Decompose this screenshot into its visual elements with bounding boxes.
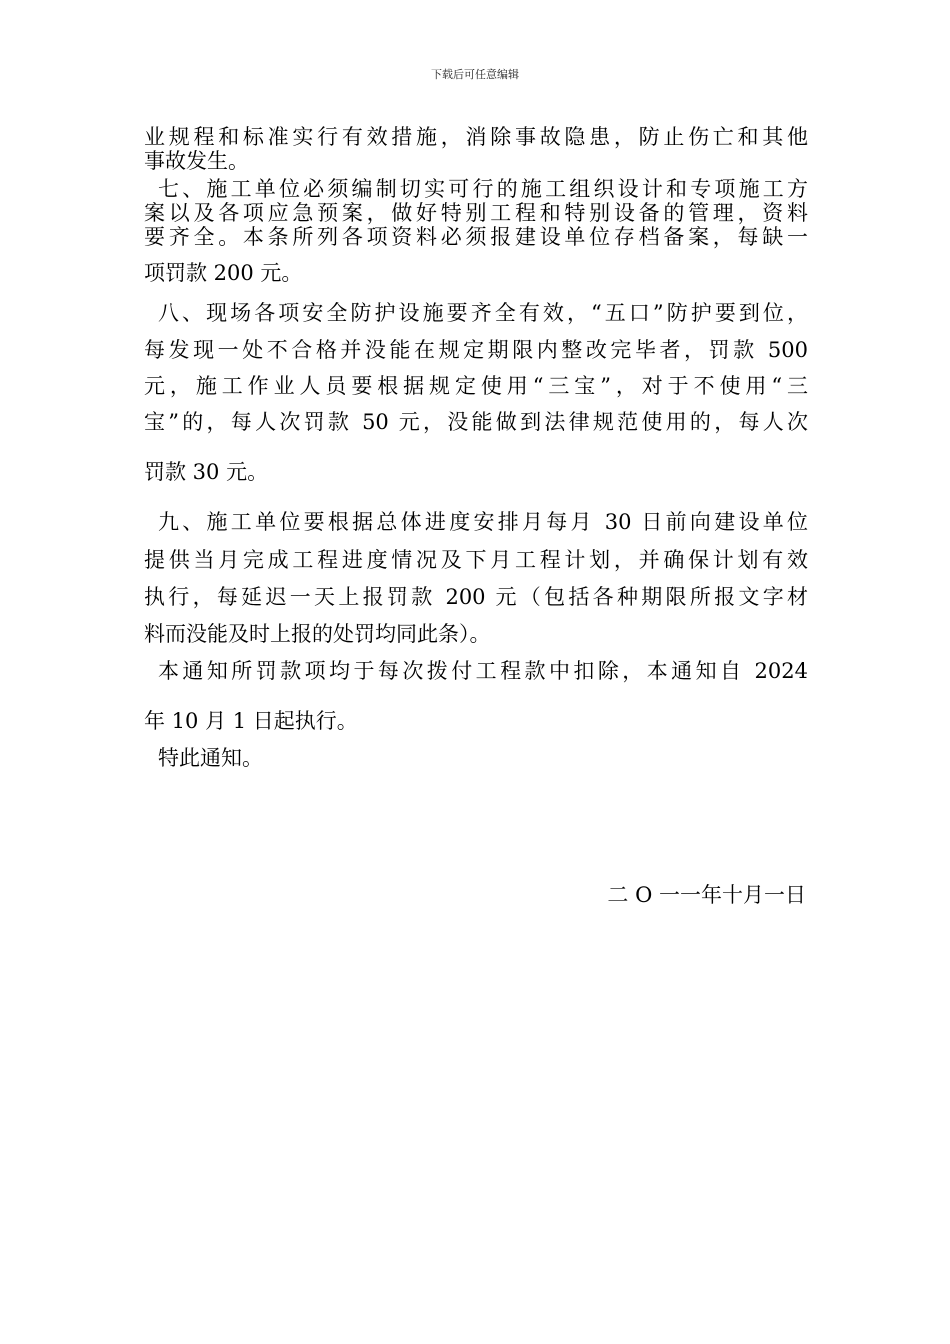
section-8-line: 每发现一处不合格并没能在规定期限内整改完毕者，罚款 500 (144, 338, 808, 362)
signature-date: 二 O 一一年十月一日 (607, 883, 806, 907)
body-line: 事故发生。 (144, 149, 249, 173)
body-line: 业规程和标准实行有效措施，消除事故隐患，防止伤亡和其他 (144, 125, 808, 149)
section-9-line: 执行，每延迟一天上报罚款 200 元（包括各种期限所报文字材 (144, 585, 808, 609)
closing-line: 特此通知。 (158, 746, 263, 770)
section-9-line: 九、施工单位要根据总体进度安排月每月 30 日前向建设单位 (158, 510, 808, 534)
notice-line: 本通知所罚款项均于每次拨付工程款中扣除，本通知自 2024 (158, 659, 808, 683)
section-9-line: 提供当月完成工程进度情况及下月工程计划，并确保计划有效 (144, 548, 808, 572)
section-8-line: 宝”的，每人次罚款 50 元，没能做到法律规范使用的，每人次 (144, 410, 808, 434)
section-7-line: 七、施工单位必须编制切实可行的施工组织设计和专项施工方 (158, 177, 808, 201)
notice-line: 年 10 月 1 日起执行。 (144, 709, 358, 733)
section-8-line: 罚款 30 元。 (144, 460, 269, 484)
section-7-line: 项罚款 200 元。 (144, 261, 303, 285)
section-8-line: 元，施工作业人员要根据规定使用“三宝”，对于不使用“三 (144, 374, 808, 398)
page-header: 下载后可任意编辑 (431, 68, 519, 81)
section-8-line: 八、现场各项安全防护设施要齐全有效，“五口”防护要到位， (158, 301, 808, 325)
section-7-line: 案以及各项应急预案，做好特别工程和特别设备的管理，资料 (144, 201, 808, 225)
section-9-line: 料而没能及时上报的处罚均同此条）。 (144, 622, 491, 646)
section-7-line: 要齐全。本条所列各项资料必须报建设单位存档备案，每缺一 (144, 225, 808, 249)
